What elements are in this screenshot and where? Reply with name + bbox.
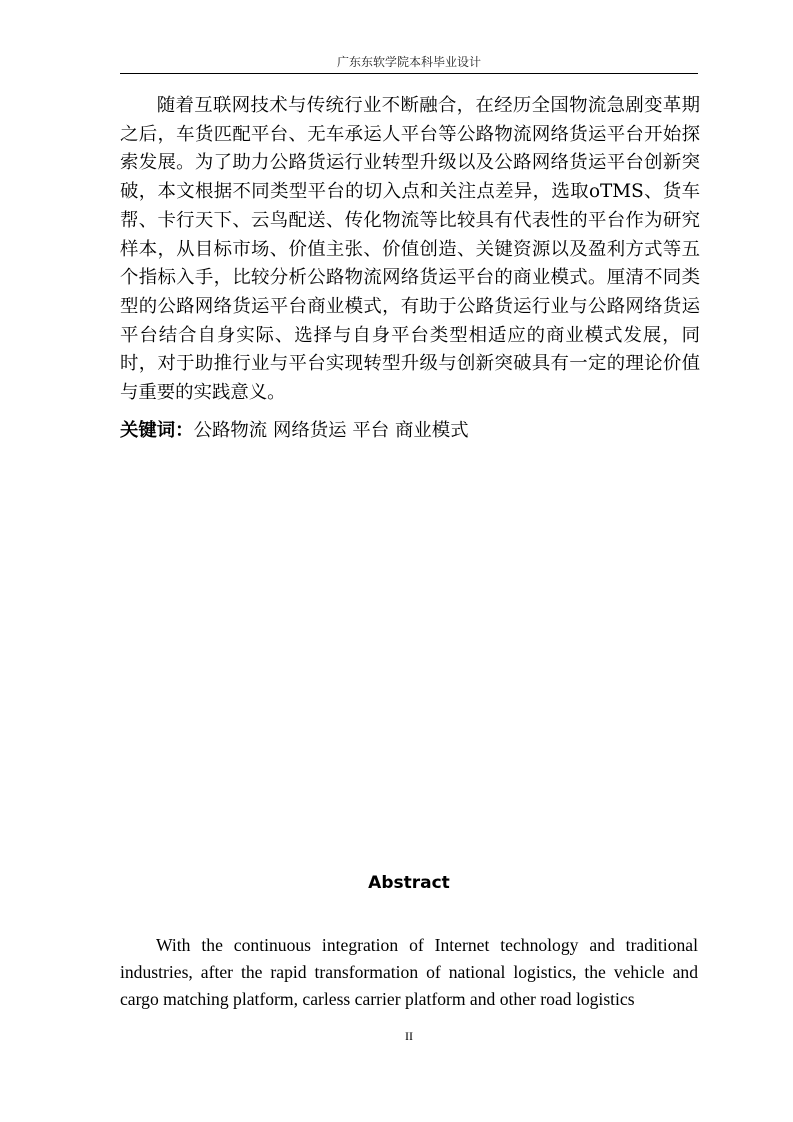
chinese-abstract-body: 随着互联网技术与传统行业不断融合，在经历全国物流急剧变革期之后，车货匹配平台、无车承运人平台等公路物流网络货运平台开始探索发展。为了助力公路货运行业转型升级以及公路网络货运平台创新突破，本文根据不同类型平台的切入点和关注点差异，选取oTMS、货车帮、卡行天下、云鸟配送、传化物流等比较具有代表性的平台作为研究样本，从目标市场、价值主张、价值创造、关键资源以及盈利方式等五个指标入手，比较分析公路物流网络货运平台的商业模式。厘清不同类型的公路网络货运平台商业模式，有助于公路货运行业与公路网络货运平台结合自身实际、选择与自身平台类型相适应的商业模式发展，同时，对于助推行业与平台实现转型升级与创新突破具有一定的理论价值与重要的实践意义。 [120,95,700,404]
keywords-label: 关键词： [120,420,194,441]
header-rule [120,73,698,74]
keywords-line [120,417,700,445]
abstract-heading: Abstract [368,873,450,893]
english-abstract-body: With the continuous integration of Internet technology and traditional industries, after the rapid transformation of national logistics, the vehicle and cargo matching platform, carless carrier platform and other road logistics [120,935,698,1009]
keywords-value: 公路物流 网络货运 平台 商业模式 [193,420,469,441]
page-number: II [405,1029,413,1043]
running-header: 广东东软学院本科毕业设计 [336,55,481,69]
